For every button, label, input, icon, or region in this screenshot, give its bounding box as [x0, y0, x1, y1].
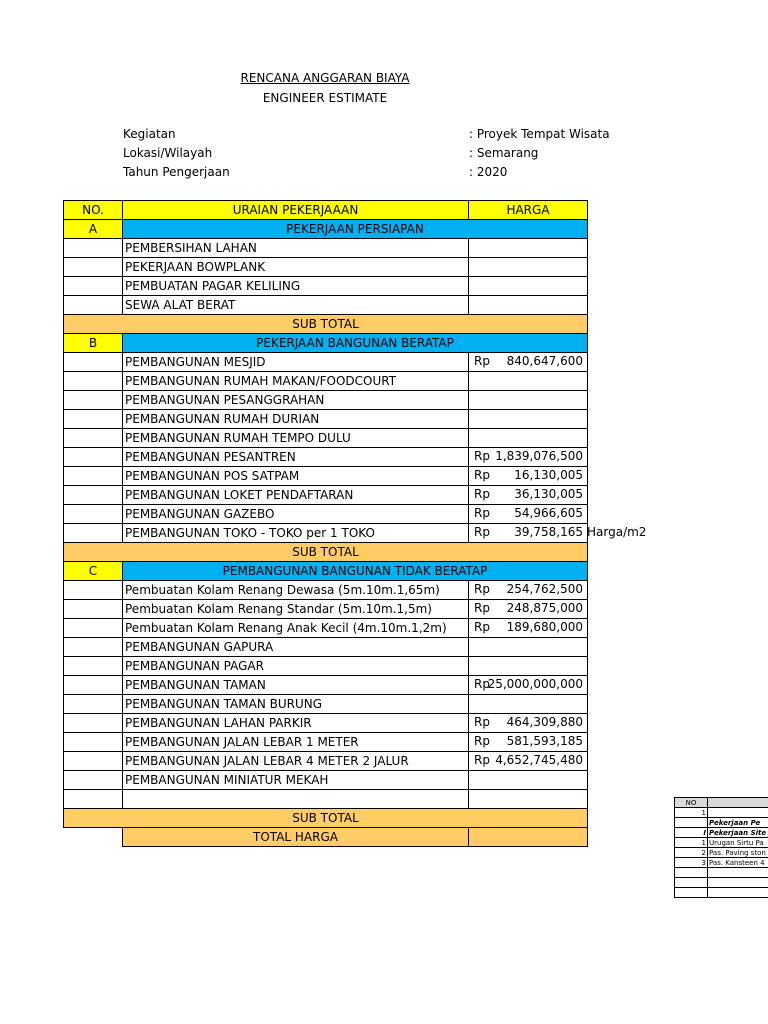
row-uraian: PEMBANGUNAN PESANTREN — [123, 448, 469, 467]
row-uraian: PEMBANGUNAN JALAN LEBAR 4 METER 2 JALUR — [123, 752, 469, 771]
mini-row — [675, 868, 768, 878]
row-no — [64, 657, 123, 676]
mini-desc — [708, 868, 768, 878]
table-row — [64, 771, 588, 790]
row-uraian: PEMBUATAN PAGAR KELILING — [123, 277, 469, 296]
mini-row — [675, 828, 768, 838]
row-uraian: PEMBANGUNAN MESJID — [123, 353, 469, 372]
subtotal-label: SUB TOTAL — [64, 809, 588, 828]
row-harga — [469, 790, 588, 809]
row-uraian: PEMBANGUNAN JALAN LEBAR 1 METER — [123, 733, 469, 752]
table-row — [64, 752, 588, 771]
row-uraian: Pembuatan Kolam Renang Standar (5m.10m.1,5m) — [123, 600, 469, 619]
header-no: NO. — [64, 201, 123, 220]
table-row — [64, 714, 588, 733]
mini-desc: Pekerjaan Site — [708, 828, 768, 838]
amount: 4,652,745,480 — [495, 753, 583, 767]
row-harga — [469, 467, 588, 486]
amount: 248,875,000 — [506, 601, 583, 615]
section-row — [64, 220, 588, 239]
mini-no — [675, 888, 708, 898]
mini-row — [675, 808, 768, 818]
currency-label: Rp — [474, 487, 490, 501]
mini-header-row — [675, 798, 768, 808]
mini-header-no: NO — [675, 798, 708, 808]
row-uraian: PEMBANGUNAN GAPURA — [123, 638, 469, 657]
row-uraian: PEMBANGUNAN RUMAH TEMPO DULU — [123, 429, 469, 448]
row-no — [64, 486, 123, 505]
row-uraian: PEKERJAAN BOWPLANK — [123, 258, 469, 277]
mini-row — [675, 848, 768, 858]
currency-label: Rp — [474, 468, 490, 482]
table-row — [64, 505, 588, 524]
amount: 1,839,076,500 — [495, 449, 583, 463]
row-uraian: PEMBANGUNAN LOKET PENDAFTARAN — [123, 486, 469, 505]
total-row — [64, 828, 588, 847]
budget-table-body — [64, 201, 647, 847]
table-row — [64, 410, 588, 429]
amount: 39,758,165 — [514, 525, 583, 539]
info-value: : Semarang — [469, 146, 539, 160]
project-info — [123, 127, 610, 184]
row-uraian: Pembuatan Kolam Renang Dewasa (5m.10m.1,65m) — [123, 581, 469, 600]
mini-no: 1 — [675, 808, 708, 818]
row-no — [64, 391, 123, 410]
row-no — [64, 239, 123, 258]
mini-desc: Urugan Sirtu Pa — [708, 838, 768, 848]
subtotal-row — [64, 809, 588, 828]
table-row — [64, 448, 588, 467]
row-harga — [469, 619, 588, 638]
table-header-row — [64, 201, 588, 220]
row-uraian: PEMBANGUNAN GAZEBO — [123, 505, 469, 524]
currency-label: Rp — [474, 582, 490, 596]
mini-row — [675, 858, 768, 868]
row-uraian: PEMBANGUNAN POS SATPAM — [123, 467, 469, 486]
row-uraian: PEMBANGUNAN PESANGGRAHAN — [123, 391, 469, 410]
mini-desc — [708, 808, 768, 818]
mini-no: 2 — [675, 848, 708, 858]
row-uraian: PEMBANGUNAN TAMAN BURUNG — [123, 695, 469, 714]
row-harga — [469, 258, 588, 277]
header-uraian: URAIAN PEKERJAAAN — [123, 201, 469, 220]
row-no — [64, 714, 123, 733]
table-row — [64, 277, 588, 296]
row-harga — [469, 505, 588, 524]
amount: 54,966,605 — [514, 506, 583, 520]
info-value: : Proyek Tempat Wisata — [469, 127, 610, 141]
table-row — [64, 676, 588, 695]
row-harga — [469, 752, 588, 771]
row-harga — [469, 353, 588, 372]
table-row — [64, 239, 588, 258]
row-no — [64, 695, 123, 714]
mini-no — [675, 878, 708, 888]
mini-desc: Pekerjaan Pe — [708, 818, 768, 828]
row-no — [64, 790, 123, 809]
mini-table — [674, 797, 768, 898]
section-no: A — [64, 220, 123, 239]
row-no — [64, 505, 123, 524]
mini-row — [675, 888, 768, 898]
row-harga — [469, 448, 588, 467]
row-uraian: PEMBANGUNAN TOKO - TOKO per 1 TOKO — [123, 524, 469, 543]
price-note: Harga/m2 — [587, 525, 647, 539]
row-no — [64, 448, 123, 467]
currency-label: Rp — [474, 354, 490, 368]
mini-table-body — [675, 798, 768, 898]
mini-no — [675, 818, 708, 828]
subtotal-row — [64, 543, 588, 562]
row-no — [64, 771, 123, 790]
row-no — [64, 410, 123, 429]
mini-no: 3 — [675, 858, 708, 868]
table-row — [64, 467, 588, 486]
row-harga — [469, 733, 588, 752]
info-value: : 2020 — [469, 165, 508, 179]
amount: 254,762,500 — [506, 582, 583, 596]
row-no — [64, 600, 123, 619]
table-row — [64, 372, 588, 391]
row-uraian: PEMBANGUNAN RUMAH MAKAN/FOODCOURT — [123, 372, 469, 391]
subtotal-label: SUB TOTAL — [64, 315, 588, 334]
row-harga — [469, 600, 588, 619]
row-uraian: PEMBANGUNAN MINIATUR MEKAH — [123, 771, 469, 790]
table-row — [64, 524, 588, 543]
row-harga — [469, 581, 588, 600]
row-harga — [469, 239, 588, 258]
currency-label: Rp — [474, 449, 490, 463]
info-label: Lokasi/Wilayah — [123, 146, 213, 160]
row-no — [64, 429, 123, 448]
table-row — [64, 429, 588, 448]
amount: 36,130,005 — [514, 487, 583, 501]
row-no — [64, 467, 123, 486]
amount: 581,593,185 — [506, 734, 583, 748]
section-row — [64, 334, 588, 353]
row-harga — [469, 391, 588, 410]
mini-row — [675, 878, 768, 888]
row-harga — [469, 486, 588, 505]
table-row — [64, 619, 588, 638]
row-harga — [469, 714, 588, 733]
row-uraian: PEMBANGUNAN LAHAN PARKIR — [123, 714, 469, 733]
row-harga — [469, 410, 588, 429]
total-label: TOTAL HARGA — [123, 828, 469, 847]
mini-no — [675, 868, 708, 878]
row-harga — [469, 695, 588, 714]
section-row — [64, 562, 588, 581]
section-no: C — [64, 562, 123, 581]
row-no — [64, 353, 123, 372]
table-row — [64, 353, 588, 372]
row-harga — [469, 676, 588, 695]
row-harga — [469, 372, 588, 391]
row-uraian: PEMBERSIHAN LAHAN — [123, 239, 469, 258]
currency-label: Rp — [474, 525, 490, 539]
subtotal-row — [64, 315, 588, 334]
info-label: Tahun Pengerjaan — [123, 165, 230, 179]
section-title: PEKERJAAN PERSIAPAN — [123, 220, 588, 239]
currency-label: Rp — [474, 734, 490, 748]
table-row — [64, 657, 588, 676]
table-row — [64, 296, 588, 315]
table-row — [64, 581, 588, 600]
row-harga — [469, 657, 588, 676]
info-row-lokasi — [123, 146, 610, 165]
currency-label: Rp — [474, 620, 490, 634]
section-title: PEMBANGUNAN BANGUNAN TIDAK BERATAP — [123, 562, 588, 581]
mini-desc — [708, 878, 768, 888]
row-uraian — [123, 790, 469, 809]
table-row — [64, 790, 588, 809]
table-row — [64, 258, 588, 277]
amount: 16,130,005 — [514, 468, 583, 482]
document-subtitle: ENGINEER ESTIMATE — [262, 91, 388, 105]
mini-no: I — [675, 828, 708, 838]
total-spacer — [64, 828, 123, 847]
budget-table — [63, 200, 647, 847]
row-harga — [469, 524, 647, 543]
row-uraian: SEWA ALAT BERAT — [123, 296, 469, 315]
row-no — [64, 619, 123, 638]
currency-label: Rp — [474, 753, 490, 767]
mini-no: 1 — [675, 838, 708, 848]
row-uraian: Pembuatan Kolam Renang Anak Kecil (4m.10m.1,2m) — [123, 619, 469, 638]
mini-desc: Pas. Paving ston — [708, 848, 768, 858]
table-row — [64, 391, 588, 410]
row-no — [64, 524, 123, 543]
currency-label: Rp — [474, 601, 490, 615]
row-harga — [469, 771, 588, 790]
currency-label: Rp — [474, 506, 490, 520]
row-harga — [469, 296, 588, 315]
currency-label: Rp — [474, 715, 490, 729]
row-no — [64, 372, 123, 391]
row-no — [64, 676, 123, 695]
info-label: Kegiatan — [123, 127, 176, 141]
row-harga — [469, 277, 588, 296]
row-no — [64, 638, 123, 657]
header-harga: HARGA — [469, 201, 588, 220]
row-uraian: PEMBANGUNAN RUMAH DURIAN — [123, 410, 469, 429]
amount: 189,680,000 — [506, 620, 583, 634]
row-harga — [469, 429, 588, 448]
mini-desc — [708, 888, 768, 898]
info-row-tahun — [123, 165, 610, 184]
document-title: RENCANA ANGGARAN BIAYA — [240, 71, 410, 85]
row-no — [64, 581, 123, 600]
mini-desc: Pas. Kansteen 4 — [708, 858, 768, 868]
row-uraian: PEMBANGUNAN PAGAR — [123, 657, 469, 676]
row-no — [64, 752, 123, 771]
row-no — [64, 258, 123, 277]
amount: 25,000,000,000 — [487, 677, 583, 691]
section-title: PEKERJAAN BANGUNAN BERATAP — [123, 334, 588, 353]
row-uraian: PEMBANGUNAN TAMAN — [123, 676, 469, 695]
table-row — [64, 733, 588, 752]
amount: 840,647,600 — [506, 354, 583, 368]
mini-header-desc — [708, 798, 768, 808]
row-no — [64, 733, 123, 752]
currency-label: Rp — [474, 677, 490, 691]
table-row — [64, 638, 588, 657]
amount: 464,309,880 — [506, 715, 583, 729]
section-no: B — [64, 334, 123, 353]
total-value — [469, 828, 588, 847]
row-no — [64, 296, 123, 315]
mini-row — [675, 818, 768, 828]
subtotal-label: SUB TOTAL — [64, 543, 588, 562]
mini-row — [675, 838, 768, 848]
row-harga — [469, 638, 588, 657]
info-row-kegiatan — [123, 127, 610, 146]
table-row — [64, 600, 588, 619]
table-row — [64, 486, 588, 505]
row-no — [64, 277, 123, 296]
table-row — [64, 695, 588, 714]
